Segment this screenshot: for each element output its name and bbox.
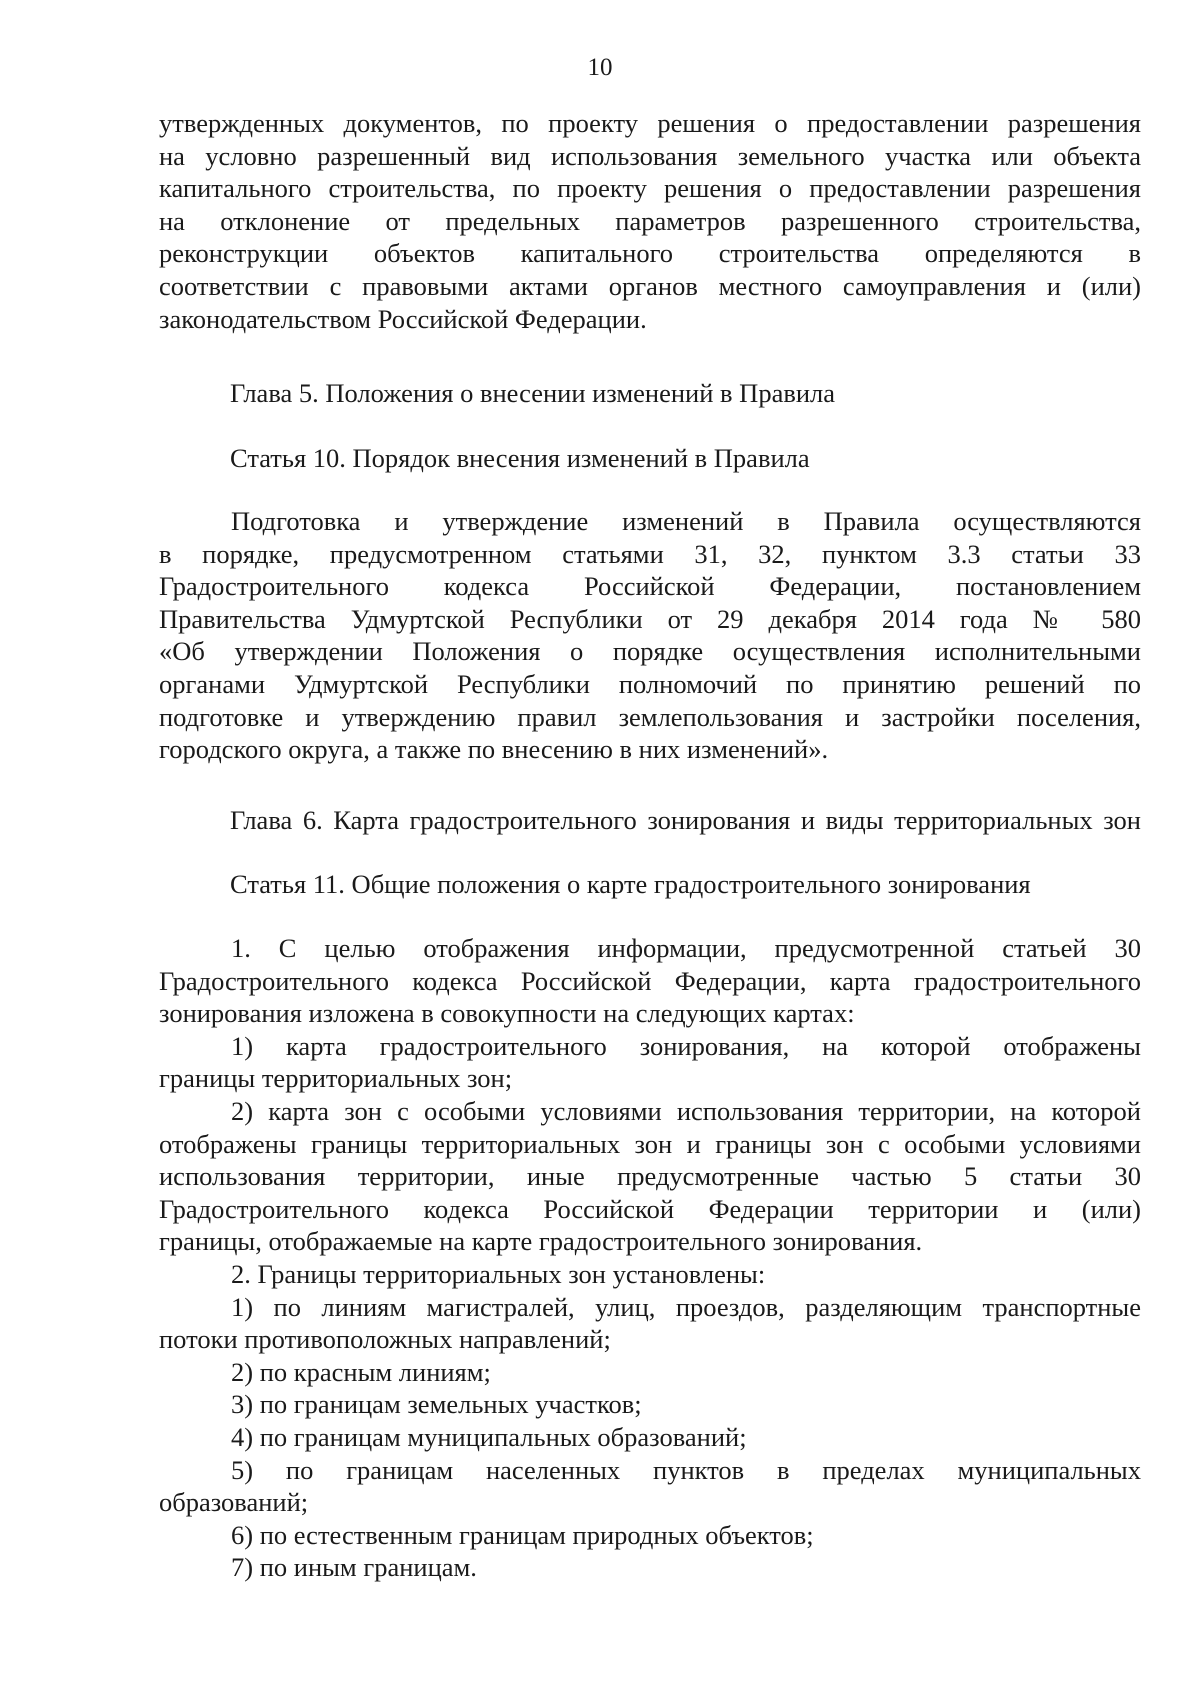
text-line: капитального строительства, по проекту решения о предоставлении разрешения bbox=[159, 173, 1141, 204]
text-line: подготовке и утверждению правил землепользования и застройки поселения, bbox=[159, 701, 1141, 732]
text-line: 4) по границам муниципальных образований; bbox=[231, 1421, 747, 1452]
chapter-heading: Глава 5. Положения о внесении изменений в Правила bbox=[230, 378, 836, 408]
article-heading: Статья 10. Порядок внесения изменений в Правила bbox=[230, 443, 810, 473]
text-line: городского округа, а также по внесению в них изменений». bbox=[159, 734, 829, 765]
text-line: отображены границы территориальных зон и границы зон с особыми условиями bbox=[159, 1128, 1141, 1159]
text-line: на условно разрешенный вид использования земельного участка или объекта bbox=[159, 140, 1141, 171]
text-line: соответствии с правовыми актами органов местного самоуправления и (или) bbox=[159, 270, 1141, 301]
text-line: Правительства Удмуртской Республики от 29 декабря 2014 года № 580 bbox=[159, 603, 1141, 634]
text-line: использования территории, иные предусмотренные частью 5 статьи 30 bbox=[159, 1161, 1141, 1192]
text-line: в порядке, предусмотренном статьями 31, 32, пунктом 3.3 статьи 33 bbox=[159, 538, 1141, 569]
text-line: органами Удмуртской Республики полномочий по принятию решений по bbox=[159, 668, 1141, 699]
text-line: «Об утверждении Положения о порядке осуществления исполнительными bbox=[159, 636, 1141, 667]
text-line: 1) карта градостроительного зонирования, на которой отображены bbox=[231, 1030, 1141, 1061]
text-line: 6) по естественным границам природных объектов; bbox=[231, 1519, 814, 1550]
text-line: 1) по линиям магистралей, улиц, проездов, разделяющим транспортные bbox=[231, 1291, 1141, 1322]
text-line: на отклонение от предельных параметров разрешенного строительства, bbox=[159, 205, 1141, 236]
article-10-text bbox=[159, 505, 1141, 766]
text-line: законодательством Российской Федерации. bbox=[159, 303, 647, 334]
page-number: 10 bbox=[587, 54, 613, 81]
text-line: Градостроительного кодекса Российской Федерации, постановлением bbox=[159, 571, 1141, 602]
text-line: Подготовка и утверждение изменений в Правила осуществляются bbox=[231, 506, 1141, 536]
text-line: 7) по иным границам. bbox=[231, 1552, 477, 1583]
article-11-text bbox=[159, 932, 1141, 1584]
text-line: Градостроительного кодекса Российской Федерации, карта градостроительного bbox=[159, 965, 1141, 996]
text-line: 2) по красным линиям; bbox=[231, 1356, 491, 1387]
text-line: границы, отображаемые на карте градостроительного зонирования. bbox=[159, 1226, 923, 1257]
text-line: 5) по границам населенных пунктов в пределах муниципальных bbox=[231, 1454, 1141, 1485]
text-line: 2) карта зон с особыми условиями использования территории, на которой bbox=[231, 1095, 1141, 1126]
text-line: утвержденных документов, по проекту решения о предоставлении разрешения bbox=[159, 108, 1141, 138]
text-line: 2. Границы территориальных зон установлены: bbox=[231, 1258, 766, 1289]
article-heading: Статья 11. Общие положения о карте градостроительного зонирования bbox=[230, 869, 1031, 899]
text-line: 3) по границам земельных участков; bbox=[231, 1389, 642, 1420]
chapter-6-heading-block bbox=[159, 803, 1141, 837]
paragraph-continuation bbox=[159, 107, 1141, 335]
article-11-heading-block bbox=[159, 867, 1141, 901]
article-10-heading-block bbox=[159, 441, 1141, 475]
text-line: границы территориальных зон; bbox=[159, 1063, 513, 1094]
text-line: потоки противоположных направлений; bbox=[159, 1324, 611, 1355]
text-line: 1. С целью отображения информации, предусмотренной статьей 30 bbox=[231, 933, 1141, 963]
text-line: Градостроительного кодекса Российской Федерации территории и (или) bbox=[159, 1193, 1141, 1224]
text-line: образований; bbox=[159, 1487, 309, 1518]
chapter-heading: Глава 6. Карта градостроительного зонирования и виды территориальных зон bbox=[230, 805, 1141, 835]
text-line: реконструкции объектов капитального строительства определяются в bbox=[159, 238, 1141, 269]
text-line: зонирования изложена в совокупности на следующих картах: bbox=[159, 998, 855, 1029]
chapter-5-heading-block bbox=[159, 376, 1141, 410]
